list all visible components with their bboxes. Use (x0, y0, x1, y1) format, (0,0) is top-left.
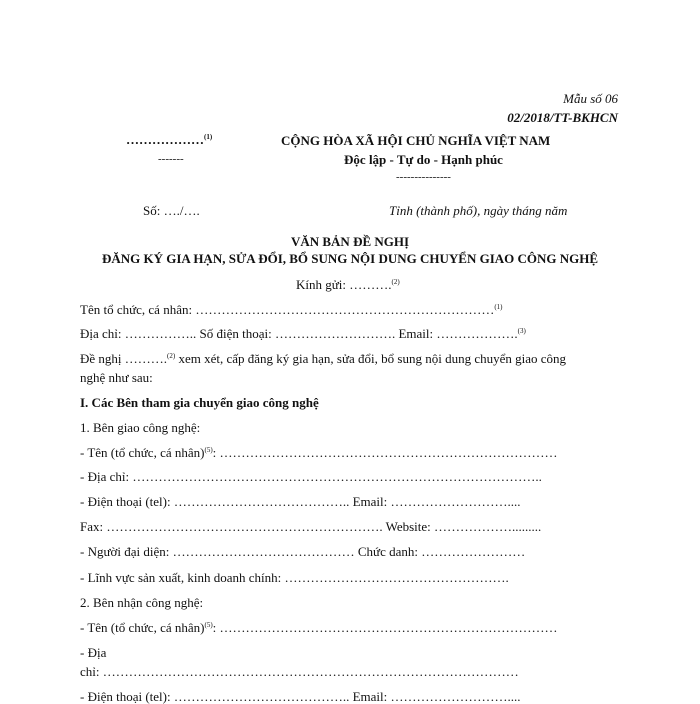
org-divider: ------- (158, 153, 184, 165)
applicant-name: Tên tổ chức, cá nhân: ……………………………………………………………$^{(1)}$ (80, 302, 503, 317)
transferee-heading: 2. Bên nhận công nghệ: (80, 595, 204, 610)
transferor-business-field: - Lĩnh vực sản xuất, kinh doanh chính: ……………………………………………. (80, 570, 509, 585)
document-subtitle: ĐĂNG KÝ GIA HẠN, SỬA ĐỔI, BỔ SUNG NỘI DUNG CHUYỂN GIAO CÔNG NGHỆ (101, 251, 599, 266)
recipient: Kính gửi: ……….$^{(2)}$ (296, 277, 400, 292)
motto-divider: --------------- (396, 171, 451, 183)
republic-title: CỘNG HÒA XÃ HỘI CHỦ NGHĨA VIỆT NAM (281, 133, 551, 148)
document-title: VĂN BẢN ĐỀ NGHỊ (290, 234, 410, 249)
request-text-cont: nghệ như sau: (80, 370, 153, 385)
transferor-heading: 1. Bên giao công nghệ: (80, 420, 201, 435)
place-date: Tỉnh (thành phố), ngày tháng năm (389, 203, 568, 218)
transferee-name: - Tên (tổ chức, cá nhân)$^{(5)}$: …………………………………………………………………… (80, 620, 558, 635)
form-number: Mẫu số 06 (563, 91, 618, 106)
request-text: Đề nghị ……….$^{(2)}$ xem xét, cấp đăng ký gia hạn, sửa đổi, bổ sung nội dung chuyển giao công (80, 351, 567, 366)
transferor-fax: Fax: ………………………………………………………. Website: ………………......... (80, 519, 542, 534)
transferor-representative: - Người đại diện: …………………………………… Chức danh: …………………… (80, 544, 526, 559)
transferee-phone: - Điện thoại (tel): ………………………………….. Email: ……………………….... (80, 689, 521, 704)
document-number: Số: …./…. (143, 203, 200, 218)
circular-number: 02/2018/TT-BKHCN (507, 110, 618, 125)
motto: Độc lập - Tự do - Hạnh phúc (344, 152, 503, 167)
applicant-contact: Địa chỉ: …………….. Số điện thoại: ………………………. Email: ……………….$^{(3)}$ (80, 326, 526, 341)
transferor-address: - Địa chỉ: ………………………………………………………………………………….. (80, 469, 542, 484)
transferor-name: - Tên (tổ chức, cá nhân)$^{(5)}$: …………………………………………………………………… (80, 445, 558, 460)
org-placeholder: ………………$^{(1)}$ (126, 132, 213, 147)
section-heading: I. Các Bên tham gia chuyển giao công nghệ (80, 395, 319, 410)
transferee-address-label: - Địa (80, 645, 107, 660)
transferee-address: chỉ: …………………………………………………………………………………… (80, 664, 519, 679)
transferor-phone: - Điện thoại (tel): ………………………………….. Email: ……………………….... (80, 494, 521, 509)
